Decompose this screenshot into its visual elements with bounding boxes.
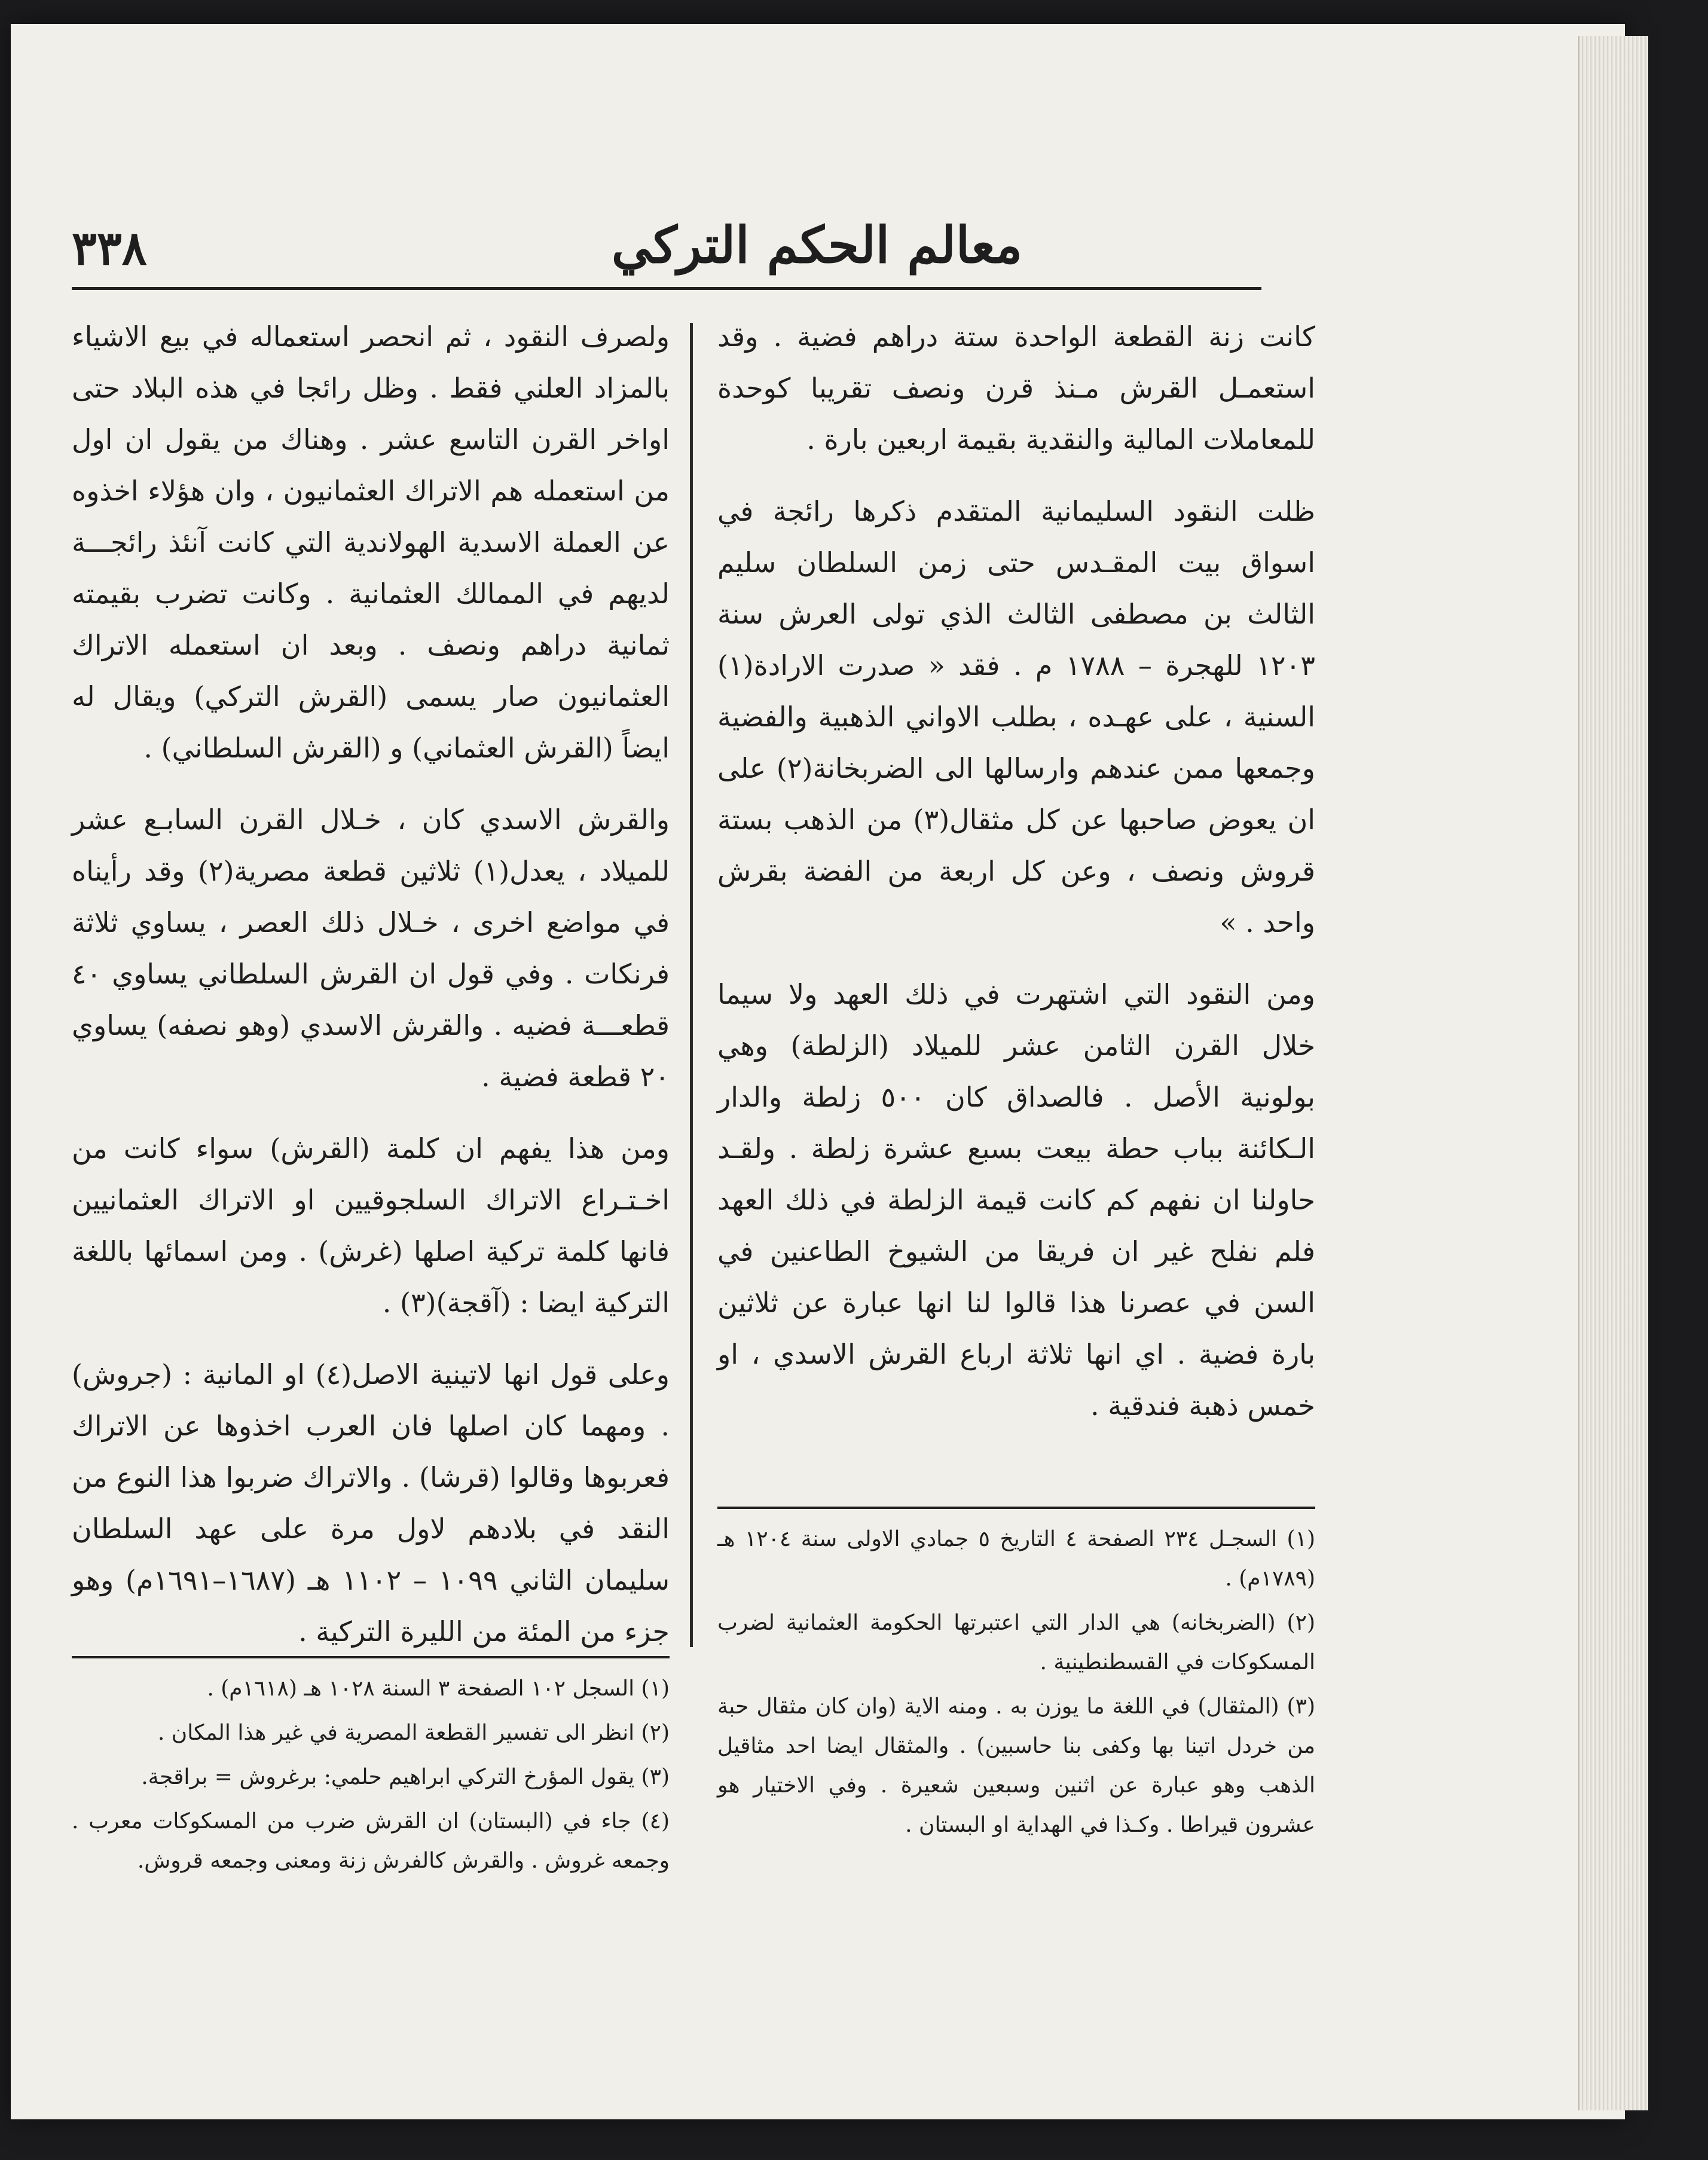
footnote: (٢) (الضربخانه) هي الدار التي اعتبرتها الحكومة العثمانية لضرب المسكوكات في القسطنطينية . xyxy=(717,1611,1315,1675)
right-text-column xyxy=(72,311,670,1650)
footnote: (١) السجل ١٠٢ الصفحة ٣ السنة ١٠٢٨ هـ (١٦١٨م) . xyxy=(207,1676,670,1701)
footnote: (٤) جاء في (البستان) ان القرش ضرب من المسكوكات معرب . وجمعه غروش . والقرش كالفرش زنة ومعنى وجمعه قروش. xyxy=(72,1809,670,1873)
right-footnotes xyxy=(72,1656,670,1920)
footnote: (٣) (المثقال) في اللغة ما يوزن به . ومنه الاية (وان كان مثقال حبة من خردل اتينا بها وكفى بنا حاسبين) . والمثقال ايضا احد مثاقيل الذهب وهو عبارة عن اثنين وسبعين شعيرة . وفي الاختيار هو عشرون قيراطا . وكـذا في الهداية او البستان . xyxy=(717,1694,1315,1837)
page-edges xyxy=(1578,36,1648,2110)
footnote: (١) السجـل ٢٣٤ الصفحة ٤ التاريخ ٥ جمادي الاولى سنة ١٢٠٤ هـ (١٧٨٩م) . xyxy=(717,1527,1315,1591)
paragraph: ولصرف النقود ، ثم انحصر استعماله في بيع الاشياء بالمزاد العلني فقط . وظل رائجا في هذه البلاد حتى اواخر القرن التاسع عشر . وهناك من يقول ان اول من استعمله هم الاتراك العثمانيون ، وان هؤلاء اخذوه عن العملة الاسدية الهولاندية التي كانت آنئذ رائجـــة لديهم في الممالك العثمانية . وكانت تضرب بقيمته ثمانية دراهم ونصف . وبعد ان استعمله الاتراك العثمانيون صار يسمى (القرش التركي) ويقال له ايضاً (القرش العثماني) و (القرش السلطاني) . xyxy=(72,320,670,764)
footnote: (٢) انظر الى تفسير القطعة المصرية في غير هذا المكان . xyxy=(157,1721,670,1745)
column-divider xyxy=(690,323,693,1647)
paragraph: ومن هذا يفهم ان كلمة (القرش) سواء كانت من اخـتـراع الاتراك السلجوقيين او الاتراك العثمانيين فانها كلمة تركية اصلها (غرش) . ومن اسمائها باللغة التركية ايضا : (آقجة)(٣) . xyxy=(72,1132,670,1319)
paragraph: ومن النقود التي اشتهرت في ذلك العهد ولا سيما خلال القرن الثامن عشر للميلاد (الزلطة) وهي بولونية الأصل . فالصداق كان ٥٠٠ زلطة والدار الـكائنة بباب حطة بيعت بسبع عشرة زلطة . ولقـد حاولنا ان نفهم كم كانت قيمة الزلطة في ذلك العهد فلم نفلح غير ان فريقا من الشيوخ الطاعنين في السن في عصرنا هذا قالوا لنا انها عبارة عن ثلاثين بارة فضية . اي انها ثلاثة ارباع القرش الاسدي ، او خمس ذهبة فندقية . xyxy=(717,978,1315,1422)
left-footnotes xyxy=(717,1507,1315,1950)
paragraph: وعلى قول انها لاتينية الاصل(٤) او المانية : (جروش) . ومهما كان اصلها فان العرب اخذوها عن الاتراك فعربوها وقالوا (قرشا) . والاتراك ضربوا هذا النوع من النقد في بلادهم لاول مرة على عهد السلطان سليمان الثاني ١٠٩٩ – ١١٠٢ هـ (١٦٨٧–١٦٩١م) وهو جزء من المئة من الليرة التركية . xyxy=(72,1358,670,1648)
page-header xyxy=(72,215,1261,290)
paragraph: كانت زنة القطعة الواحدة ستة دراهم فضية . وقد استعمـل القرش مـنذ قرن ونصف تقريبا كوحدة للمعاملات المالية والنقدية بقيمة اربعين بارة . xyxy=(717,320,1315,456)
footnote: (٣) يقول المؤرخ التركي ابراهيم حلمي: برغروش = براقجة. xyxy=(141,1765,670,1789)
left-text-column xyxy=(717,311,1315,1650)
running-title: معالم الحكم التركي xyxy=(611,215,1022,274)
paragraph: ظلت النقود السليمانية المتقدم ذكرها رائجة في اسواق بيت المقـدس حتى زمن السلطان سليم الثالث بن مصطفى الثالث الذي تولى العرش سنة ١٢٠٣ للهجرة – ١٧٨٨ م . فقد « صدرت الارادة(١) السنية ، على عهـده ، بطلب الاواني الذهبية والفضية وجمعها ممن عندهم وارسالها الى الضربخانة(٢) على ان يعوض صاحبها عن كل مثقال(٣) من الذهب بستة قروش ونصف ، وعن كل اربعة من الفضة بقرش واحد . » xyxy=(717,495,1315,939)
page-number: ٣٣٨ xyxy=(72,221,147,276)
paragraph: والقرش الاسدي كان ، خـلال القرن السابـع عشر للميلاد ، يعدل(١) ثلاثين قطعة مصرية(٢) وقد رأيناه في مواضع اخرى ، خـلال ذلك العصر ، يساوي ثلاثة فرنكات . وفي قول ان القرش السلطاني يساوي ٤٠ قطعـــة فضيه . والقرش الاسدي (وهو نصفه) يساوي ٢٠ قطعة فضية . xyxy=(72,803,670,1093)
